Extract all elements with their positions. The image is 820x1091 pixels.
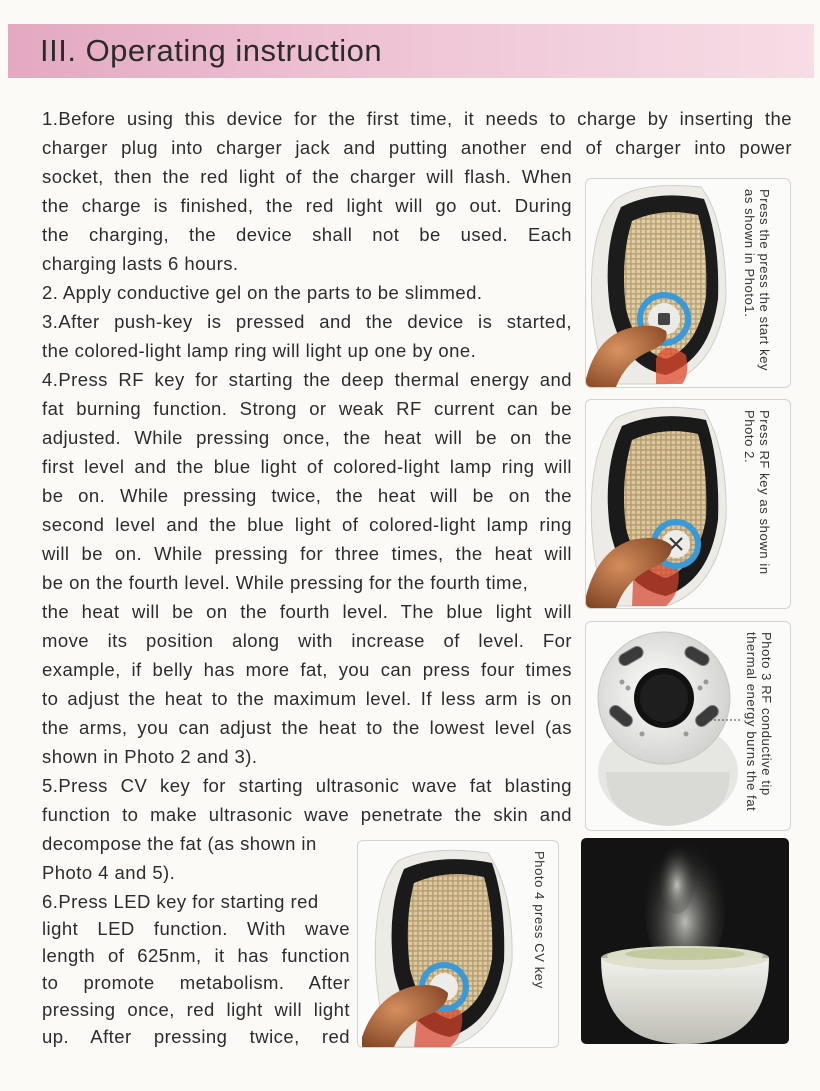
- instruction-line: move its position along with increase of level. For: [42, 630, 572, 651]
- photo-3-card: [585, 621, 791, 831]
- instruction-line: decompose the fat (as shown in: [42, 833, 317, 854]
- instruction-line: will be on. While pressing for three times, the heat will: [42, 543, 572, 564]
- photo-4-card: [357, 840, 559, 1048]
- instruction-line: up. After pressing twice, red: [42, 1026, 350, 1047]
- instruction-line: charger plug into charger jack and putting another end of charger into power: [42, 137, 792, 158]
- instruction-line: Photo 4 and 5).: [42, 862, 176, 883]
- instruction-line: light LED function. With wave: [42, 918, 350, 939]
- instruction-line: adjusted. While pressing once, the heat will be on the: [42, 427, 572, 448]
- photo-5-card: [581, 838, 789, 1044]
- photo-2-caption: Press RF key as shown in Photo 2.: [742, 410, 772, 575]
- device-press-cv-image: [358, 841, 558, 1047]
- instruction-line: 6.Press LED key for starting red: [42, 891, 319, 912]
- instruction-line: fat burning function. Strong or weak RF current can be: [42, 398, 572, 419]
- instruction-line: the colored-light lamp ring will light up one by one.: [42, 340, 477, 361]
- instruction-line: the charging, the device shall not be used. Each: [42, 224, 572, 245]
- instruction-line: the charge is finished, the red light will go out. During: [42, 195, 572, 216]
- instruction-line: charging lasts 6 hours.: [42, 253, 239, 274]
- instruction-line: first level and the blue light of colored-light lamp ring will: [42, 456, 572, 477]
- instruction-line: 4.Press RF key for starting the deep thermal energy and: [42, 369, 572, 390]
- instruction-line: second level and the blue light of colored-light lamp ring: [42, 514, 572, 535]
- instruction-line: length of 625nm, it has function: [42, 945, 350, 966]
- photo-2-card: [585, 399, 791, 609]
- instruction-line: function to make ultrasonic wave penetrate the skin and: [42, 804, 572, 825]
- photo-1-caption: Press the press the start key as shown in Photo1.: [742, 189, 772, 372]
- section-header-band: [8, 24, 814, 78]
- instruction-line: be on the fourth level. While pressing for the fourth time,: [42, 572, 529, 593]
- instruction-line: socket, then the red light of the charger will flash. When: [42, 166, 572, 187]
- instruction-line: pressing once, red light will light: [42, 999, 350, 1020]
- instruction-line: 3.After push-key is pressed and the device is started,: [42, 311, 572, 332]
- instruction-line: the arms, you can adjust the heat to the lowest level (as: [42, 717, 572, 738]
- instruction-line: to adjust the heat to the maximum level. If less arm is on: [42, 688, 572, 709]
- instruction-line: to promote metabolism. After: [42, 972, 350, 993]
- photo-3-caption: Photo 3 RF conductive tip thermal energy burns the fat: [744, 632, 774, 812]
- instruction-line: 5.Press CV key for starting ultrasonic wave fat blasting: [42, 775, 572, 796]
- instruction-line: example, if belly has more fat, you can press four times: [42, 659, 572, 680]
- section-title: III. Operating instruction: [40, 33, 383, 68]
- ultrasonic-mist-image: [581, 838, 789, 1044]
- photo-4-caption: Photo 4 press CV key: [532, 851, 547, 989]
- photo-1-card: [585, 178, 791, 388]
- instruction-line: 2. Apply conductive gel on the parts to be slimmed.: [42, 282, 483, 303]
- instruction-line: 1.Before using this device for the first time, it needs to charge by inserting the: [42, 108, 792, 129]
- instruction-line: be on. While pressing twice, the heat will be on the: [42, 485, 572, 506]
- instruction-line: shown in Photo 2 and 3).: [42, 746, 258, 767]
- instruction-line: the heat will be on the fourth level. The blue light will: [42, 601, 572, 622]
